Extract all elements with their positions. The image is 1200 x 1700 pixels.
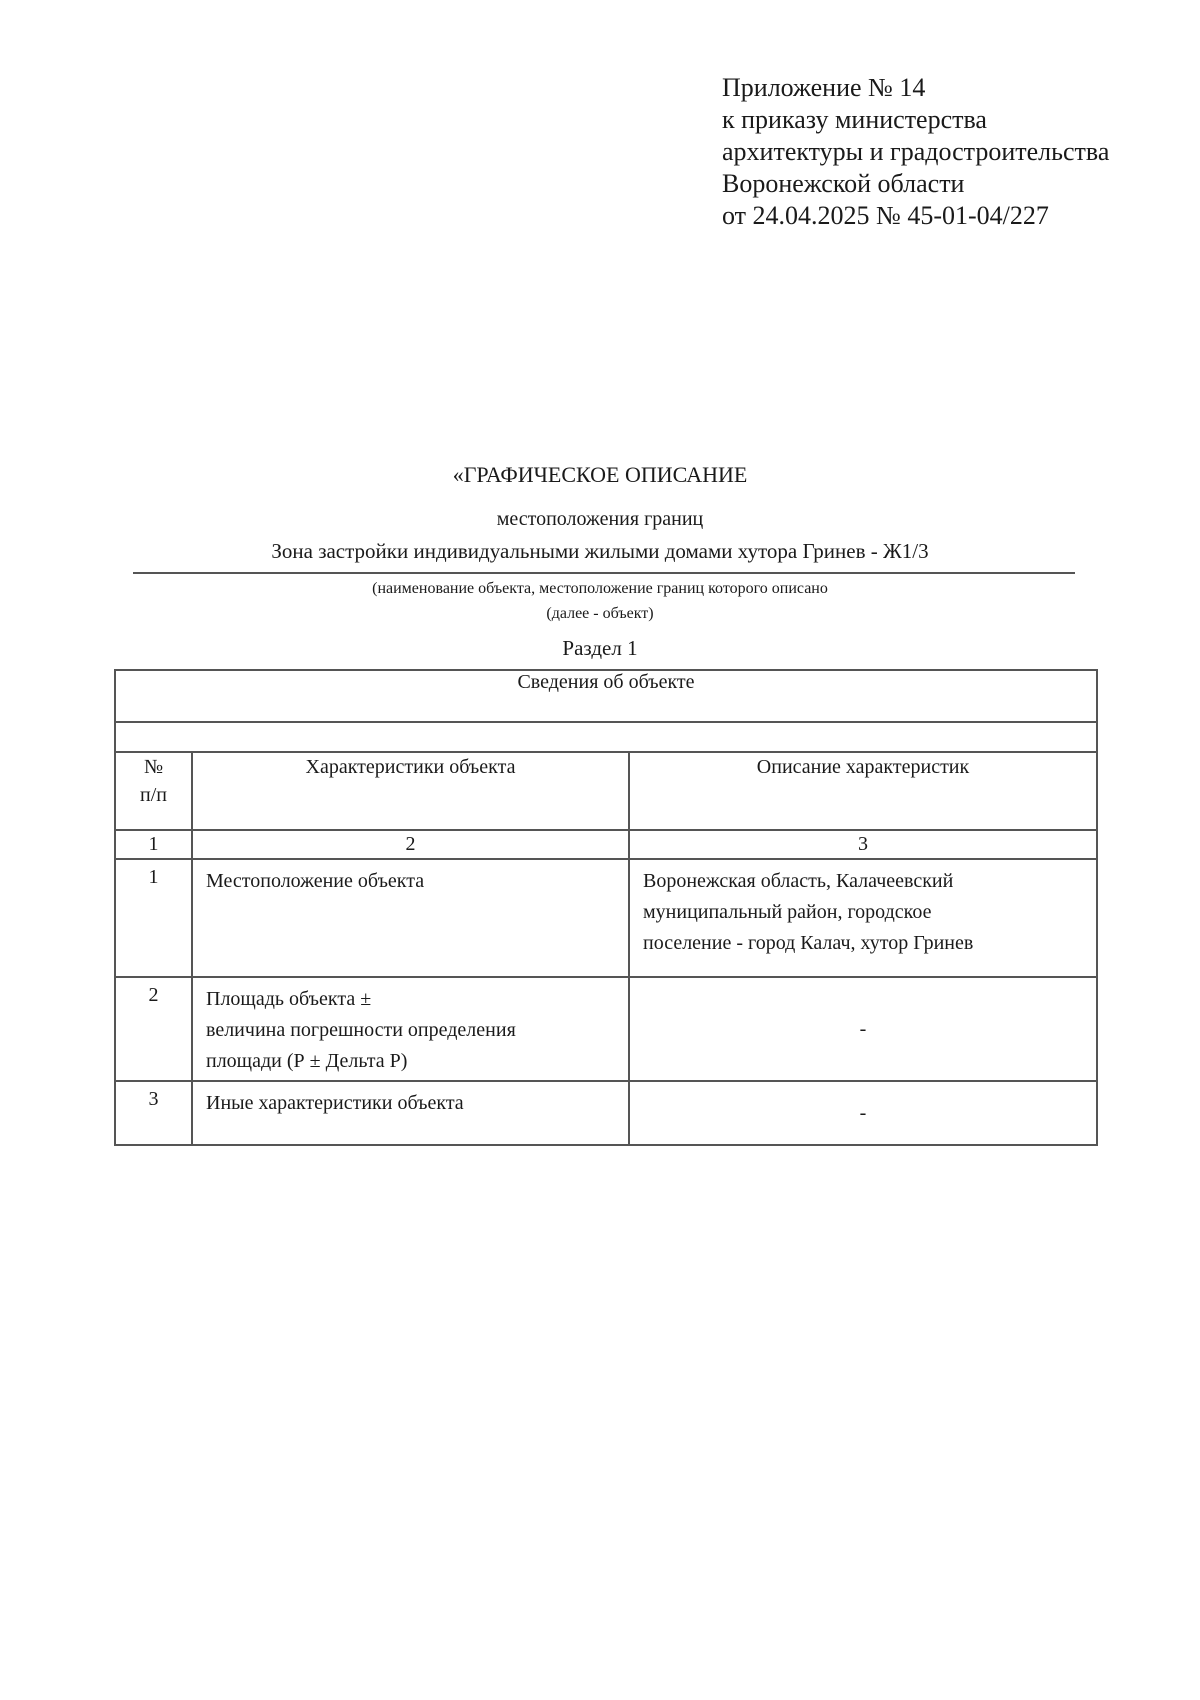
- table-blank-row: [115, 722, 1097, 752]
- table-row: [115, 859, 1097, 977]
- row-description: -: [629, 1081, 1097, 1145]
- header-description: Описание характеристик: [629, 752, 1097, 830]
- document-subtitle: местоположения границ: [496, 508, 704, 530]
- appendix-line: архитектуры и градостроительства: [722, 137, 1110, 166]
- description-line: муниципальный район, городское: [643, 901, 932, 923]
- appendix-line: к приказу министерства: [722, 105, 987, 134]
- document-title: «ГРАФИЧЕСКОЕ ОПИСАНИЕ: [452, 462, 748, 487]
- appendix-block: [722, 72, 1109, 232]
- characteristic-line: Местоположение объекта: [206, 870, 425, 892]
- column-number: 3: [629, 830, 1097, 859]
- description-line: поселение - город Калач, хутор Гринев: [643, 932, 974, 954]
- characteristic-line: Площадь объекта ±: [206, 988, 372, 1010]
- appendix-line: Воронежской области: [722, 169, 965, 198]
- section-label: Раздел 1: [562, 636, 638, 660]
- object-name-underline: [133, 572, 1075, 574]
- row-characteristic: [192, 1081, 629, 1145]
- row-number: 1: [115, 859, 192, 977]
- object-name-note: (наименование объекта, местоположение границ которого описано: [372, 580, 828, 597]
- object-name: Зона застройки индивидуальными жилыми домами хутора Гринев - Ж1/3: [271, 539, 929, 563]
- characteristic-line: Иные характеристики объекта: [206, 1092, 464, 1114]
- table-row: [115, 977, 1097, 1081]
- description-line: Воронежская область, Калачеевский: [643, 870, 954, 892]
- object-info-table: [114, 669, 1098, 1146]
- appendix-line: от 24.04.2025 № 45-01-04/227: [722, 201, 1049, 230]
- header-num: [115, 752, 192, 830]
- row-number: 2: [115, 977, 192, 1081]
- header-num-abbr: п/п: [140, 784, 167, 806]
- row-characteristic: [192, 977, 629, 1081]
- column-number: 1: [115, 830, 192, 859]
- column-number: 2: [192, 830, 629, 859]
- table-caption: Сведения об объекте: [115, 670, 1097, 722]
- characteristic-line: величина погрешности определения: [206, 1019, 516, 1041]
- header-num-symbol: №: [143, 756, 164, 778]
- row-number: 3: [115, 1081, 192, 1145]
- characteristic-line: площади (Р ± Дельта Р): [206, 1050, 408, 1072]
- object-name-note-2: (далее - объект): [546, 605, 654, 622]
- appendix-line: Приложение № 14: [722, 73, 926, 102]
- row-description: [629, 859, 1097, 977]
- row-description: -: [629, 977, 1097, 1081]
- table-row: [115, 1081, 1097, 1145]
- header-characteristics: Характеристики объекта: [192, 752, 629, 830]
- row-characteristic: [192, 859, 629, 977]
